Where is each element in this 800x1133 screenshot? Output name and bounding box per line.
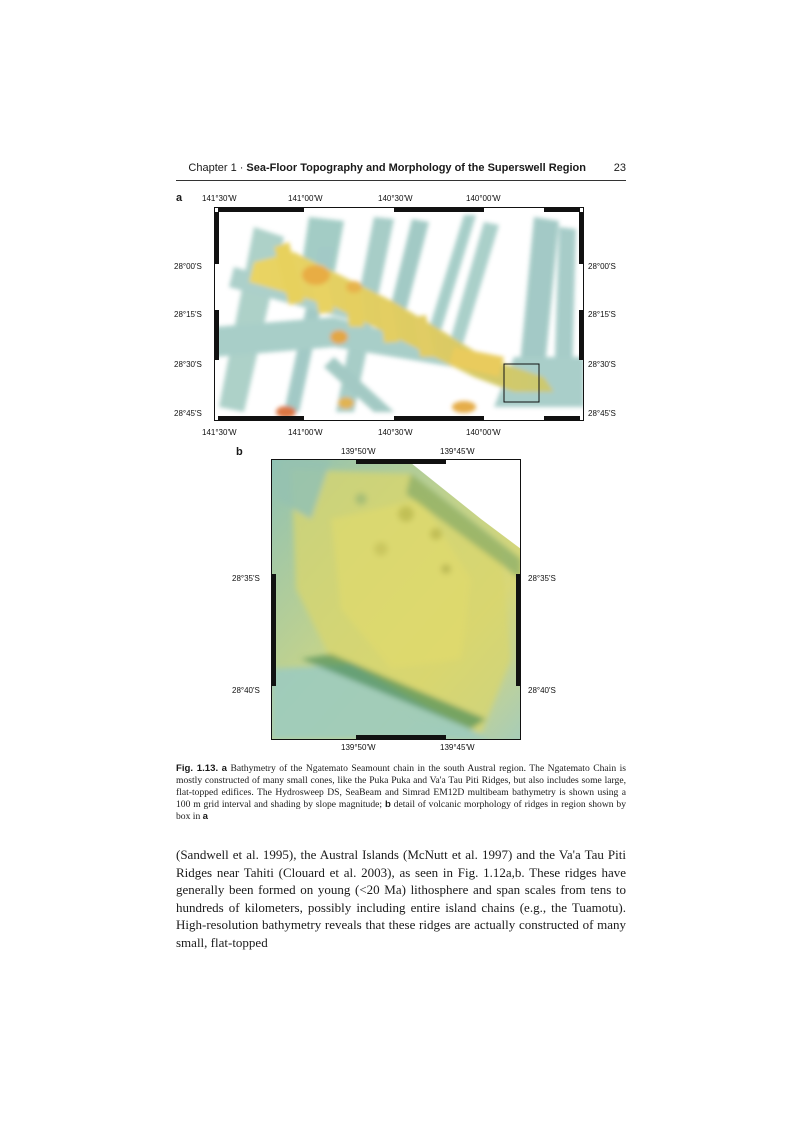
fig-a-top-lon-4: 140°00'W <box>466 194 501 203</box>
fig-b-left-lat-1: 28°35'S <box>232 574 260 583</box>
panel-b-label: b <box>236 446 243 458</box>
fig-a-left-lat-4: 28°45'S <box>174 409 202 418</box>
fig-a-top-lon-2: 141°00'W <box>288 194 323 203</box>
caption-text-b: detail of volcanic morphology of ridges in region shown by box in <box>176 799 627 822</box>
figure-caption <box>176 763 626 823</box>
fig-a-top-lon-3: 140°30'W <box>378 194 413 203</box>
fig-a-right-lat-1: 28°00'S <box>588 262 616 271</box>
fig-a-right-lat-3: 28°30'S <box>588 360 616 369</box>
fig-a-top-lon-1: 141°30'W <box>202 194 237 203</box>
bathymetry-map-b <box>271 459 521 740</box>
page-number: 23 <box>613 162 626 174</box>
fig-a-bottom-lon-4: 140°00'W <box>466 428 501 437</box>
fig-a-right-lat-2: 28°15'S <box>588 310 616 319</box>
caption-text-a: Bathymetry of the Ngatemato Seamount chain in the south Austral region. The Ngatemato Chain is mostly constructed of many small cones, like the Puka Puka and Va'a Tau Piti Ridges, but also includes some large, flat-topped edifices. The Hydrosweep DS, SeaBeam and Simrad EM12D multibeam bathymetry is shown using a 100 m grid interval and shading by slope magnitude; <box>176 763 627 810</box>
caption-a-ref: a <box>202 811 209 822</box>
fig-a-bottom-lon-1: 141°30'W <box>202 428 237 437</box>
chapter-title: Chapter 1 · Sea-Floor Topography and Morphology of the Superswell Region <box>188 162 586 174</box>
caption-fig-label: Fig. 1.13. <box>176 763 219 774</box>
running-header <box>176 160 626 181</box>
fig-b-top-lon-1: 139°50'W <box>341 447 376 456</box>
fig-b-left-lat-2: 28°40'S <box>232 686 260 695</box>
fig-a-left-lat-2: 28°15'S <box>174 310 202 319</box>
fig-a-bottom-lon-3: 140°30'W <box>378 428 413 437</box>
fig-a-bottom-lon-2: 141°00'W <box>288 428 323 437</box>
panel-a-label: a <box>176 192 183 204</box>
fig-a-left-lat-1: 28°00'S <box>174 262 202 271</box>
caption-b-label: b <box>384 799 391 810</box>
fig-b-right-lat-2: 28°40'S <box>528 686 556 695</box>
bathymetry-map-a <box>214 207 584 421</box>
fig-b-right-lat-1: 28°35'S <box>528 574 556 583</box>
fig-b-top-lon-2: 139°45'W <box>440 447 475 456</box>
fig-b-bottom-lon-2: 139°45'W <box>440 743 475 752</box>
body-paragraph: (Sandwell et al. 1995), the Austral Islands (McNutt et al. 1997) and the Va'a Tau Piti Ridges near Tahiti (Clouard et al. 2003), as seen in Fig. 1.12a,b. These ridges have generally been formed on young (<20 Ma) lithosphere and span scales from tens to hundreds of kilometers, possibly including entire island chains (e.g., the Tuamotu). High-resolution bathymetry reveals that these ridges are actually constructed of many small, flat-topped <box>176 847 626 950</box>
fig-a-right-lat-4: 28°45'S <box>588 409 616 418</box>
caption-a-label: a <box>221 763 227 774</box>
fig-a-left-lat-3: 28°30'S <box>174 360 202 369</box>
fig-b-bottom-lon-1: 139°50'W <box>341 743 376 752</box>
